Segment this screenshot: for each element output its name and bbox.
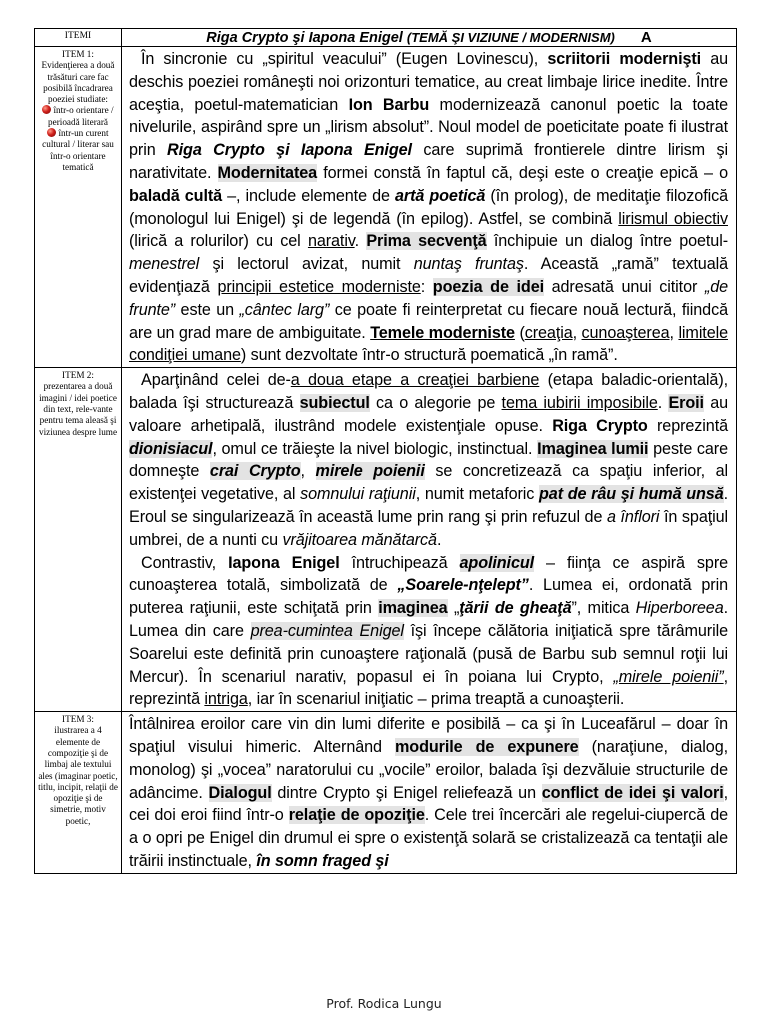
item-1-bullet-b: într-un curent cultural / literar sau într-o orientare tematică — [42, 128, 114, 172]
item-row-1 — [35, 47, 737, 368]
item-1-heading: ITEM 1: — [62, 49, 94, 59]
item-2-heading: ITEM 2: — [62, 370, 94, 381]
item-3-label — [35, 712, 121, 827]
item-row-3 — [35, 712, 737, 874]
item-1-bullet-a: într-o orientare / perioadă literară — [38, 105, 118, 128]
red-bullet-icon — [47, 128, 56, 137]
title-subtitle: (TEMĂ ŞI VIZIUNE / MODERNISM) — [406, 30, 615, 45]
item-3-description: ilustrarea a 4 elemente de compoziţie şi de limbaj ale textului ales (imaginar poetic, titlu, incipit, relaţii de opoziţie şi de simetrie, motiv poetic, — [38, 725, 118, 826]
item-1-description: Evidenţierea a două trăsături care fac posibilă încadrarea poeziei studiate: — [41, 60, 115, 105]
column-header-items: ITEMI — [64, 31, 92, 41]
poem-title: Riga Crypto şi Iapona Enigel — [206, 30, 403, 46]
item-1-answer — [122, 47, 736, 367]
items-table — [34, 28, 737, 874]
document-title — [122, 29, 736, 46]
item-2-answer — [122, 368, 736, 711]
red-bullet-icon — [42, 105, 51, 114]
item-3-paragraph: Întâlnirea eroilor care vin din lumi diferite e posibilă – ca şi în Luceafărul – doar în spaţiul visului himeric. Alternând modurile de expunere (naraţiune, dialog, monolog) şi „vocea” naratorului cu „vocile” eroilor, balada îşi dezvăluie structurile de adâncime. Dialogul dintre Crypto şi Enigel reliefează un conflict de idei şi valori, cei doi eroi fiind într-o relaţie de opoziţie. Cele trei încercări ale regelui-ciupercă de a o opri pe Enigel din drumul ei spre o existenţă solară se cristalizează ca tentaţii ale trăirii instinctuale, în somn fraged şi — [129, 715, 729, 870]
item-1-label — [35, 47, 121, 173]
item-2-paragraph-1: Aparţinând celei de-a doua etape a creaţiei barbiene (etapa baladic-orientală), balada îşi structurează subiectul ca o alegorie pe tema iubirii imposibile. Eroii au valoare arhetipală, ilustrând modele existenţiale opuse. Riga Crypto reprezintă dionisiacul, omul ce trăieşte la nivel biologic, instinctual. Imaginea lumii peste care domneşte crai Crypto, mirele poienii se concretizează ca spaţiu inferior, al existenţei vegetative, al somnului raţiunii, numit metaforic pat de râu şi humă unsă. Eroul se singularizează în această lume prin rang şi prin refuzul de a înflori în spaţiul umbrei, de a nunti cu vrăjitoarea mănătarcă. — [129, 371, 729, 549]
item-row-2 — [35, 368, 737, 712]
item-2-description: prezentarea a două imagini / idei poetice din text, rele-vante pentru tema aleasă şi viziunea despre lume — [38, 381, 118, 437]
item-3-heading: ITEM 3: — [62, 714, 94, 725]
author-footer: Prof. Rodica Lungu — [326, 996, 442, 1011]
header-row — [35, 29, 737, 47]
variant-letter: A — [640, 29, 652, 46]
item-2-paragraph-2: Contrastiv, Iapona Enigel întruchipează apolinicul – fiinţa ce aspiră spre cunoaşterea totală, simbolizată de „Soarele-nţelept”. Lumea ei, ordonată prin puterea raţiunii, este schiţată prin imaginea „ţării de gheaţă”, mitica Hiperboreea. Lumea din care prea-cumintea Enigel îşi începe călătoria iniţiatică spre tărâmurile Soarelui este definită prin cunoaştere raţională (pusă de Barbu sub semnul roţii lui Mercur). În scenariul narativ, popasul ei în poiana lui Crypto, „mirele poienii”, reprezintă intriga, iar în scenariul iniţiatic – prima treaptă a cunoaşterii. — [129, 553, 729, 709]
item-2-label — [35, 368, 121, 438]
item-3-answer — [122, 712, 736, 873]
item-1-paragraph: În sincronie cu „spiritul veacului” (Eugen Lovinescu), scriitorii modernişti au deschis poeziei româneşti noi orizonturi tematice, au creat limbaje lirice inedite. Între aceştia, poetul-matematician Ion Barbu modernizează canonul poetic la toate nivelurile, aspirând spre un „lirism absolut”. Noul model de poeticitate poate fi ilustrat prin Riga Crypto şi Iapona Enigel care suprimă frontierele dintre lirism şi narativitate. Modernitatea formei constă în faptul că, deşi este o creaţie epică – o baladă cultă –, include elemente de artă poetică (în prolog), de meditaţie filozofică (monologul lui Enigel) şi de legendă (în epilog). Astfel, se combină lirismul obiectiv (lirică a rolurilor) cu cel narativ. Prima secvenţă închipuie un dialog între poetul-menestrel şi lectorul avizat, numit nuntaş fruntaş. Această „ramă” textuală evidenţiază principii estetice moderniste: poezia de idei adresată unui cititor „de frunte” este un „cântec larg” ce poate fi reinterpretat cu fiecare nouă lectură, fiindcă are un grad mare de ambiguitate. Temele moderniste (creaţia, cunoaşterea, limitele condiţiei umane) sunt dezvoltate într-o structură poematică „în ramă”. — [129, 50, 729, 365]
